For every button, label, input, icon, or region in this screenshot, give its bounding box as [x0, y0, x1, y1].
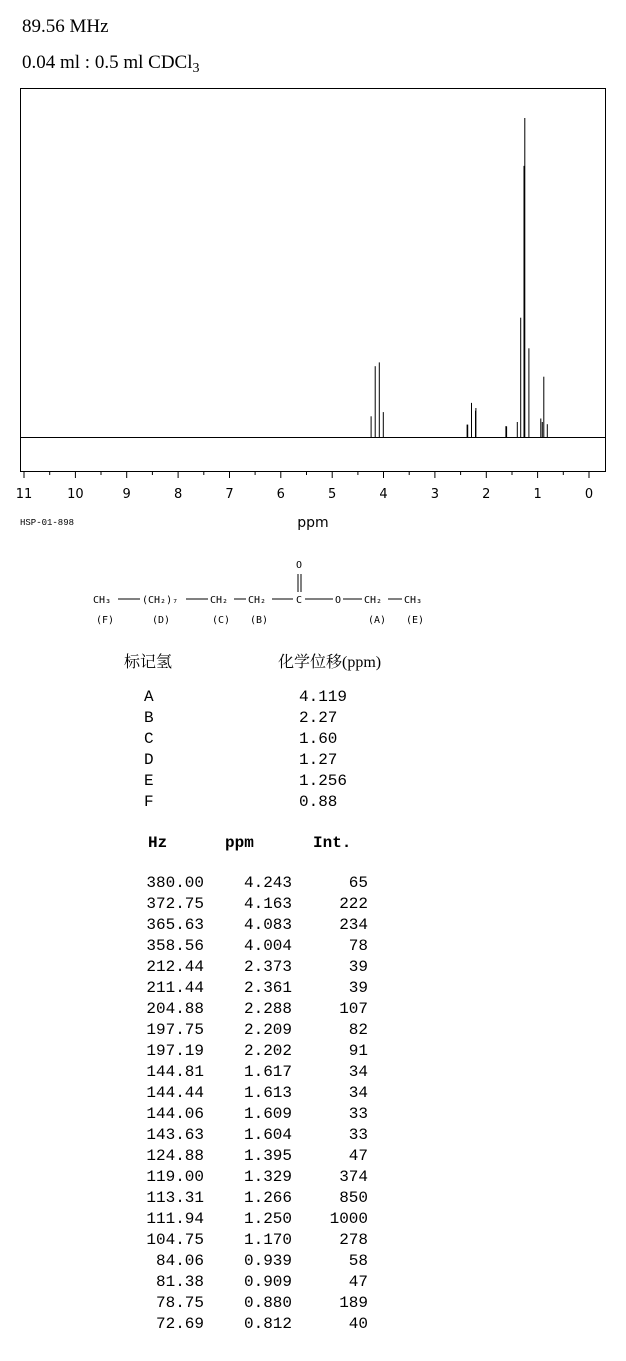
peak-hz: 358.56 — [146, 937, 204, 955]
peak-intensity: 374 — [339, 1168, 368, 1186]
peak-hz: 119.00 — [146, 1168, 204, 1186]
peak-hz: 124.88 — [146, 1147, 204, 1165]
assignment-shift-header: 化学位移(ppm) — [278, 654, 382, 671]
solvent-ratio-text: 0.04 ml : 0.5 ml CDCl — [22, 52, 193, 73]
peak-hz: 111.94 — [146, 1210, 204, 1228]
peak-ppm: 2.361 — [243, 979, 292, 997]
label-c: (C) — [212, 615, 231, 626]
sample-id: HSP-01-898 — [20, 518, 75, 528]
peak-intensity: 222 — [339, 895, 368, 913]
peak-intensity: 850 — [339, 1189, 368, 1207]
nmr-spectrum-chart — [0, 0, 626, 540]
peak-intensity: 78 — [348, 937, 368, 955]
peak-layer — [371, 118, 547, 437]
label-b: (B) — [250, 615, 269, 626]
peak-hz: 380.00 — [146, 874, 204, 892]
x-tick-label: 1 — [533, 487, 542, 502]
peak-header-ppm: ppm — [225, 834, 254, 852]
peak-ppm: 2.209 — [243, 1021, 292, 1039]
peak-hz: 84.06 — [155, 1252, 204, 1270]
spectrometer-frequency: 89.56 MHz — [22, 16, 109, 37]
carbonyl-carbon: C — [296, 595, 303, 606]
peak-hz: 104.75 — [146, 1231, 204, 1249]
peak-ppm: 4.083 — [243, 916, 292, 934]
peak-hz: 78.75 — [155, 1294, 204, 1312]
label-f: (F) — [96, 615, 115, 626]
assignment-row-shift: 1.256 — [299, 772, 348, 790]
x-tick-label: 0 — [584, 487, 594, 502]
group-e-ch3: CH₃ — [404, 595, 423, 606]
x-axis — [16, 471, 593, 502]
peak-ppm: 4.163 — [243, 895, 292, 913]
peak-intensity: 65 — [348, 874, 368, 892]
carbonyl-oxygen: O — [296, 560, 303, 571]
peak-intensity: 39 — [348, 979, 368, 997]
x-tick-label: 11 — [15, 487, 33, 502]
peak-intensity: 39 — [348, 958, 368, 976]
peak-hz: 144.81 — [146, 1063, 204, 1081]
peak-intensity: 107 — [339, 1000, 368, 1018]
assignment-row-shift: 4.119 — [299, 688, 348, 706]
group-f-ch3: CH₃ — [93, 595, 112, 606]
x-tick-label: 5 — [328, 487, 337, 502]
assignment-row-shift: 1.27 — [299, 751, 338, 769]
x-tick-label: 9 — [122, 487, 131, 502]
peak-ppm: 4.004 — [243, 937, 292, 955]
peak-intensity: 82 — [348, 1021, 368, 1039]
structure-diagram — [0, 550, 626, 640]
peak-ppm: 1.329 — [243, 1168, 292, 1186]
x-tick-label: 3 — [430, 487, 440, 502]
assignment-row-label: D — [144, 751, 154, 769]
peak-hz: 372.75 — [146, 895, 204, 913]
x-tick-label: 10 — [67, 487, 84, 502]
x-tick-label: 7 — [225, 487, 234, 502]
x-tick-label: 6 — [276, 487, 285, 502]
assignment-label-header: 标记氢 — [124, 654, 173, 671]
peak-ppm: 1.266 — [243, 1189, 292, 1207]
ester-oxygen: O — [335, 595, 342, 606]
peak-ppm: 1.617 — [243, 1063, 292, 1081]
peak-intensity: 91 — [348, 1042, 368, 1060]
peak-hz: 365.63 — [146, 916, 204, 934]
x-tick-label: 4 — [379, 487, 388, 502]
peak-intensity: 34 — [348, 1084, 368, 1102]
peak-intensity: 234 — [339, 916, 368, 934]
peak-ppm: 2.373 — [243, 958, 292, 976]
x-tick-label: 8 — [173, 487, 183, 502]
peak-hz: 113.31 — [146, 1189, 204, 1207]
peak-intensity: 58 — [348, 1252, 368, 1270]
peak-intensity: 47 — [348, 1147, 368, 1165]
peak-intensity: 33 — [348, 1126, 368, 1144]
peak-intensity: 40 — [348, 1315, 368, 1333]
assignment-row-label: B — [144, 709, 154, 727]
peak-hz: 144.06 — [146, 1105, 204, 1123]
peak-hz: 81.38 — [155, 1273, 204, 1291]
peak-intensity: 1000 — [329, 1210, 368, 1228]
peak-hz: 72.69 — [155, 1315, 204, 1333]
assignment-row-label: C — [144, 730, 154, 748]
x-axis-label: ppm — [297, 515, 329, 531]
peak-header-hz: Hz — [148, 834, 168, 852]
peak-ppm: 1.170 — [243, 1231, 292, 1249]
assignment-row-shift: 2.27 — [299, 709, 338, 727]
peak-intensity: 33 — [348, 1105, 368, 1123]
solvent-subscript: 3 — [192, 61, 200, 76]
peak-intensity: 278 — [339, 1231, 368, 1249]
assignment-row-label: F — [144, 793, 154, 811]
peak-intensity: 47 — [348, 1273, 368, 1291]
peak-ppm: 4.243 — [243, 874, 292, 892]
peak-hz: 211.44 — [146, 979, 204, 997]
assignment-row-shift: 1.60 — [299, 730, 338, 748]
peak-ppm: 1.250 — [243, 1210, 292, 1228]
peak-hz: 197.19 — [146, 1042, 204, 1060]
peak-ppm: 0.939 — [243, 1252, 292, 1270]
group-d-chain: (CH₂)₇ — [142, 595, 179, 606]
peak-ppm: 1.613 — [243, 1084, 292, 1102]
group-b-ch2: CH₂ — [248, 595, 267, 606]
label-d: (D) — [152, 615, 171, 626]
group-a-ch2: CH₂ — [364, 595, 383, 606]
peak-header-int: Int. — [313, 834, 352, 852]
x-tick-label: 2 — [482, 487, 491, 502]
peak-hz: 144.44 — [146, 1084, 204, 1102]
peak-ppm: 2.288 — [243, 1000, 292, 1018]
peak-hz: 204.88 — [146, 1000, 204, 1018]
label-e: (E) — [406, 615, 425, 626]
peak-ppm: 2.202 — [243, 1042, 292, 1060]
peak-ppm: 1.609 — [243, 1105, 292, 1123]
peak-ppm: 1.395 — [243, 1147, 292, 1165]
peak-ppm: 1.604 — [243, 1126, 292, 1144]
peak-ppm: 0.880 — [243, 1294, 292, 1312]
peak-intensity: 189 — [339, 1294, 368, 1312]
peak-hz: 143.63 — [146, 1126, 204, 1144]
peak-ppm: 0.812 — [243, 1315, 292, 1333]
peak-hz: 212.44 — [146, 958, 204, 976]
group-c-ch2: CH₂ — [210, 595, 229, 606]
assignment-row-label: E — [144, 772, 154, 790]
assignment-row-shift: 0.88 — [299, 793, 338, 811]
label-a: (A) — [368, 615, 387, 626]
assignment-row-label: A — [144, 688, 154, 706]
peak-intensity: 34 — [348, 1063, 368, 1081]
peak-ppm: 0.909 — [243, 1273, 292, 1291]
plot-frame — [21, 89, 606, 472]
peak-hz: 197.75 — [146, 1021, 204, 1039]
